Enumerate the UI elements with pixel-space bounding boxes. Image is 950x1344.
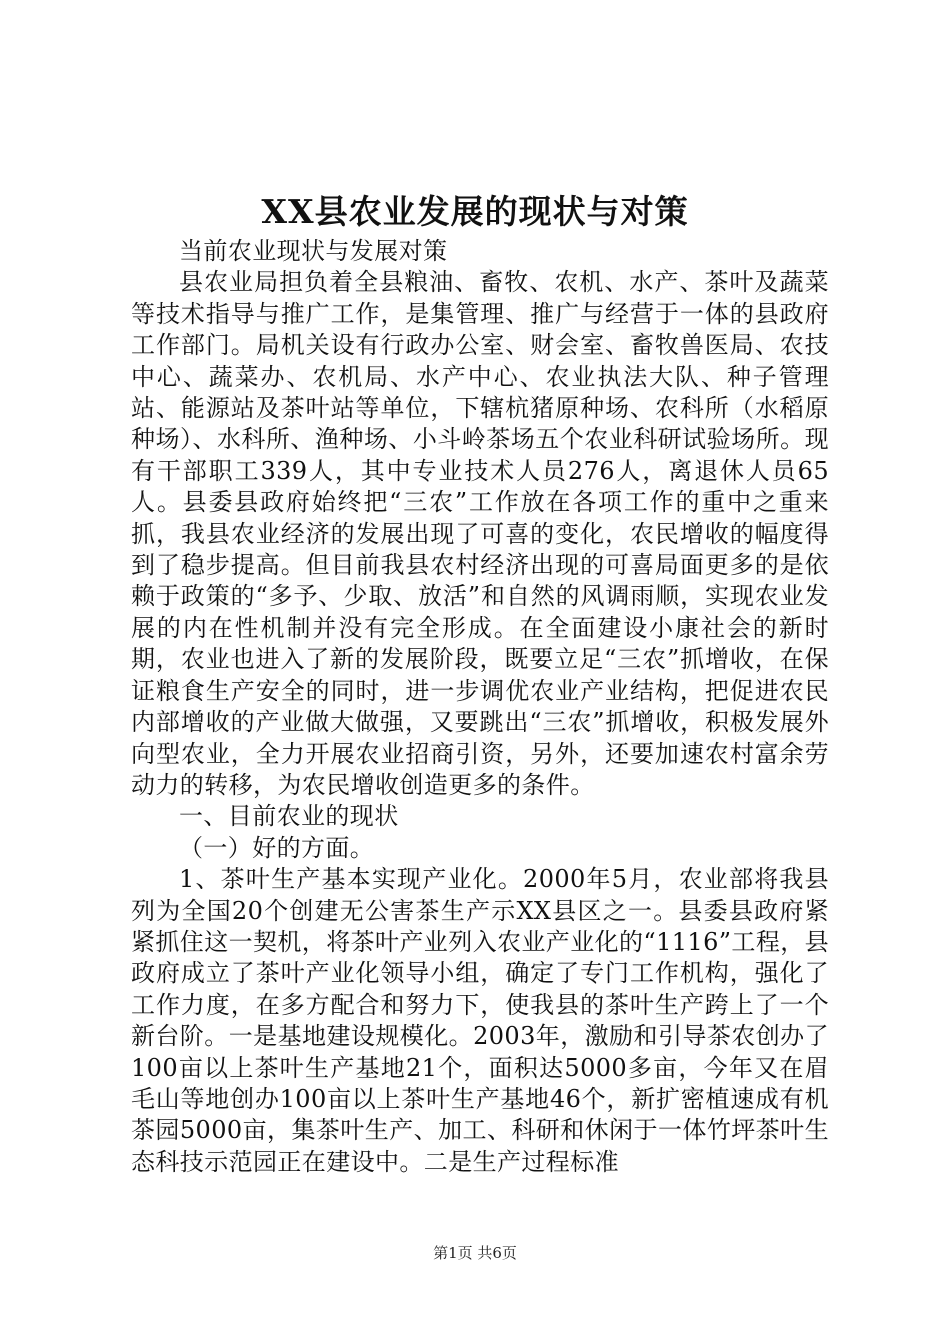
paragraph-subtitle: 当前农业现状与发展对策 bbox=[179, 237, 448, 265]
document-title: XX县农业发展的现状与对策 bbox=[261, 192, 689, 231]
page-footer: 第1页 共6页 bbox=[433, 1244, 517, 1262]
subsection-heading: （一）好的方面。 bbox=[179, 833, 375, 862]
paragraph-tea-industry: 1、茶叶生产基本实现产业化。2000年5月，农业部将我县列为全国20个创建无公害茶生产示XX县区之一。县委县政府紧紧抓住这一契机，将茶叶产业列入农业产业化的“1116”工程，县政府成立了茶叶产业化领导小组，确定了专门工作机构，强化了工作力度，在多方配合和努力下，使我县的茶叶生产跨上了一个新台阶。一是基地建设规模化。2003年，激励和引导茶农创办了100亩以上茶叶生产基地21个，面积达5000多亩，今年又在眉毛山等地创办100亩以上茶叶生产基地46个，新扩密植速成有机茶园5000亩，集茶叶生产、加工、科研和休闲于一体竹坪茶叶生态科技示范园正在建设中。二是生产过程标准 bbox=[131, 865, 830, 1176]
section-heading: 一、目前农业的现状 bbox=[179, 802, 399, 831]
document-body bbox=[131, 236, 829, 1178]
paragraph-intro: 县农业局担负着全县粮油、畜牧、农机、水产、茶叶及蔬菜等技术指导与推广工作，是集管理、推广与经营于一体的县政府工作部门。局机关设有行政办公室、财会室、畜牧兽医局、农技中心、蔬菜办、农机局、水产中心、农业执法大队、种子管理站、能源站及茶叶站等单位，下辖杭猪原种场、农科所（水稻原种场）、水科所、渔种场、小斗岭茶场五个农业科研试验场所。现有干部职工339人，其中专业技术人员276人，离退休人员65人。县委县政府始终把“三农”工作放在各项工作的重中之重来抓，我县农业经济的发展出现了可喜的变化，农民增收的幅度得到了稳步提高。但目前我县农村经济出现的可喜局面更多的是依赖于政策的“多予、少取、放活”和自然的风调雨顺，实现农业发展的内在性机制并没有完全形成。在全面建设小康社会的新时期，农业也进入了新的发展阶段，既要立足“三农”抓增收，在保证粮食生产安全的同时，进一步调优农业产业结构，把促进农民内部增收的产业做大做强，又要跳出“三农”抓增收，积极发展外向型农业，全力开展农业招商引资，另外，还要加速农村富余劳动力的转移，为农民增收创造更多的条件。 bbox=[131, 268, 829, 799]
